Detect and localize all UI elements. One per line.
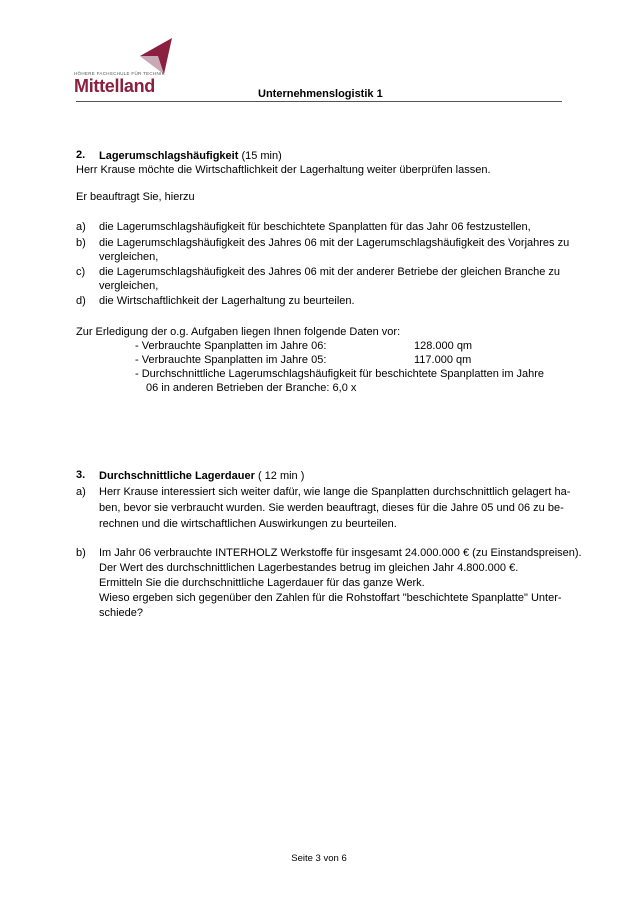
school-logo	[74, 36, 184, 104]
school-subtitle: HÖHERE FACHSCHULE FÜR TECHNIK	[74, 71, 165, 76]
section-2-duration: (15 min)	[241, 150, 282, 162]
section-3-a-line3: rechnen und die wirtschaftlichen Auswirkungen zu beurteilen.	[99, 518, 397, 530]
school-name: Mittelland	[74, 76, 155, 96]
section-2-intro: Herr Krause möchte die Wirtschaftlichkeit der Lagerhaltung weiter überprüfen lassen.	[76, 164, 491, 176]
page-header-title: Unternehmenslogistik 1	[258, 88, 383, 100]
logo-mark-icon	[140, 36, 174, 76]
section-3-number: 3.	[76, 469, 86, 481]
data-avg-line2: 06 in anderen Betrieben der Branche: 6,0 x	[146, 382, 357, 394]
data-value-05: 117.000 qm	[414, 354, 472, 366]
section-3-a-line1: Herr Krause interessiert sich weiter dafür, wie lange die Spanplatten durchschnittlich gelagert ha-	[99, 486, 571, 498]
page-number: Seite 3 von 6	[291, 853, 347, 864]
section-3-title: Durchschnittliche Lagerdauer	[99, 470, 255, 482]
section-3-label-b: b)	[76, 547, 86, 559]
section-3-label-a: a)	[76, 486, 86, 498]
section-3-b-line2: Der Wert des durchschnittlichen Lagerbestandes betrug im gleichen Jahr 4.800.000 €.	[99, 562, 519, 574]
section-3-b-line3: Ermitteln Sie die durchschnittliche Lagerdauer für das ganze Werk.	[99, 577, 425, 589]
data-avg-line1: - Durchschnittliche Lagerumschlagshäufigkeit für beschichtete Spanplatten im Jahre	[135, 368, 545, 380]
task-label-d: d)	[76, 295, 86, 307]
task-text-b-cont: vergleichen,	[99, 251, 159, 263]
section-3-b-line1: Im Jahr 06 verbrauchte INTERHOLZ Werkstoffe für insgesamt 24.000.000 € (zu Einstandspreisen).	[99, 547, 582, 559]
section-3-duration: ( 12 min )	[257, 470, 305, 482]
section-2-title: Lagerumschlagshäufigkeit	[99, 150, 239, 162]
section-3-b-line5: schiede?	[99, 607, 144, 619]
task-text-d: die Wirtschaftlichkeit der Lagerhaltung zu beurteilen.	[99, 295, 355, 307]
section-3-b-line4: Wieso ergeben sich gegenüber den Zahlen für die Rohstoffart "beschichtete Spanplatte" Unter-	[99, 592, 562, 604]
task-text-c-cont: vergleichen,	[99, 280, 159, 292]
header-divider	[76, 101, 562, 102]
section-2-heading	[99, 149, 282, 163]
task-text-a: die Lagerumschlagshäufigkeit für beschichtete Spanplatten für das Jahr 06 festzustellen,	[99, 221, 531, 233]
task-label-c: c)	[76, 266, 86, 278]
data-label-05: - Verbrauchte Spanplatten im Jahre 05:	[135, 354, 327, 366]
task-text-c: die Lagerumschlagshäufigkeit des Jahres 06 mit der anderer Betriebe der gleichen Branche zu	[99, 266, 561, 278]
task-text-b: die Lagerumschlagshäufigkeit des Jahres 06 mit der Lagerumschlagshäufigkeit des Vorjahres zu	[99, 237, 570, 249]
task-label-a: a)	[76, 221, 86, 233]
data-label-06: - Verbrauchte Spanplatten im Jahre 06:	[135, 340, 327, 352]
section-3-heading	[99, 469, 304, 483]
section-2-number: 2.	[76, 149, 86, 161]
data-intro: Zur Erledigung der o.g. Aufgaben liegen Ihnen folgende Daten vor:	[76, 326, 401, 338]
task-label-b: b)	[76, 237, 86, 249]
section-2-task-intro: Er beauftragt Sie, hierzu	[76, 191, 195, 203]
section-3-a-line2: ben, bevor sie verbraucht wurden. Sie werden beauftragt, dieses für die Jahre 05 und 06 zu be-	[99, 502, 564, 514]
data-value-06: 128.000 qm	[414, 340, 473, 352]
